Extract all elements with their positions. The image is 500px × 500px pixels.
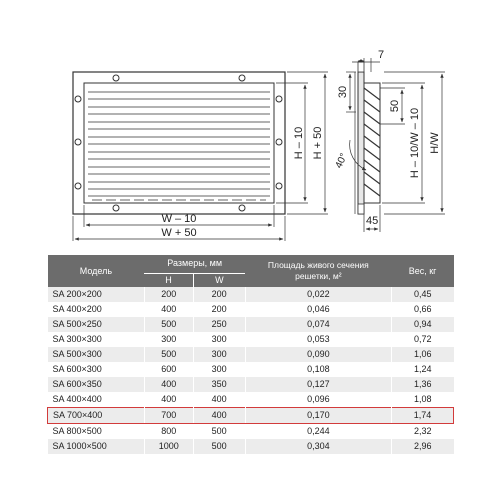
cell-area: 0,090 [245, 347, 392, 362]
cell-area: 0,244 [245, 424, 392, 440]
cell-area: 0,022 [245, 287, 392, 302]
dim-hw-label: H/W [429, 132, 441, 154]
cell-weight: 1,36 [392, 377, 454, 392]
side-flange [358, 72, 364, 214]
cell-h: 200 [144, 287, 193, 302]
spec-table-header [48, 255, 454, 287]
cell-model: SA 200×200 [48, 287, 145, 302]
table-row [48, 317, 454, 332]
cell-h: 400 [144, 377, 193, 392]
dim-50-label: 50 [389, 99, 401, 113]
cell-w: 500 [193, 439, 245, 454]
cell-w: 250 [193, 317, 245, 332]
dim-45-label: 45 [366, 215, 379, 227]
cell-model: SA 500×300 [48, 347, 145, 362]
table-row [48, 439, 454, 454]
cell-w: 200 [193, 302, 245, 317]
cell-w: 400 [193, 408, 245, 424]
cell-model: SA 700×400 [48, 408, 145, 424]
table-row [48, 362, 454, 377]
dim-angle-label: 40° [333, 151, 350, 171]
cell-w: 200 [193, 287, 245, 302]
cell-w: 500 [193, 424, 245, 440]
cell-model: SA 600×300 [48, 362, 145, 377]
cell-w: 350 [193, 377, 245, 392]
header-sizes: Размеры, мм [144, 255, 245, 273]
cell-h: 400 [144, 302, 193, 317]
cell-weight: 1,24 [392, 362, 454, 377]
cell-w: 300 [193, 362, 245, 377]
cell-model: SA 600×350 [48, 377, 145, 392]
cell-model: SA 1000×500 [48, 439, 145, 454]
cell-weight: 0,66 [392, 302, 454, 317]
cell-weight: 1,08 [392, 392, 454, 408]
cell-h: 500 [144, 347, 193, 362]
dim-h-minus-label: H – 10 [293, 126, 305, 160]
table-row [48, 408, 454, 424]
table-row [48, 424, 454, 440]
cell-weight: 2,96 [392, 439, 454, 454]
cell-model: SA 500×250 [48, 317, 145, 332]
cell-h: 300 [144, 332, 193, 347]
cell-w: 300 [193, 332, 245, 347]
cell-weight: 0,45 [392, 287, 454, 302]
cell-model: SA 800×500 [48, 424, 145, 440]
cell-area: 0,074 [245, 317, 392, 332]
outer-frame [73, 72, 285, 214]
dim-w-plus-label: W + 50 [161, 227, 197, 239]
table-row [48, 287, 454, 302]
cell-area: 0,096 [245, 392, 392, 408]
cell-h: 700 [144, 408, 193, 424]
table-row [48, 332, 454, 347]
side-view [355, 62, 380, 214]
cell-h: 400 [144, 392, 193, 408]
cell-area: 0,053 [245, 332, 392, 347]
cell-model: SA 300×300 [48, 332, 145, 347]
cell-weight: 0,94 [392, 317, 454, 332]
cell-area: 0,046 [245, 302, 392, 317]
header-model: Модель [48, 255, 145, 287]
dim-hw-minus-label: H – 10/W – 10 [409, 107, 421, 179]
table-row [48, 377, 454, 392]
cell-area: 0,304 [245, 439, 392, 454]
cell-w: 300 [193, 347, 245, 362]
dim-h-plus-label: H + 50 [312, 126, 324, 160]
table-row [48, 347, 454, 362]
table-row [48, 392, 454, 408]
cell-h: 500 [144, 317, 193, 332]
front-view [73, 72, 285, 214]
cell-area: 0,108 [245, 362, 392, 377]
spec-table [47, 255, 454, 454]
table-row [48, 302, 454, 317]
dim-w-minus-label: W – 10 [161, 213, 197, 225]
header-weight: Вес, кг [392, 255, 454, 287]
cell-h: 800 [144, 424, 193, 440]
cell-h: 1000 [144, 439, 193, 454]
cell-h: 600 [144, 362, 193, 377]
cell-weight: 2,32 [392, 424, 454, 440]
dim-7-label: 7 [378, 49, 385, 61]
header-area [245, 255, 392, 287]
header-w: W [193, 273, 245, 287]
spec-table-body [48, 287, 454, 454]
cell-weight: 1,06 [392, 347, 454, 362]
cell-model: SA 400×200 [48, 302, 145, 317]
cell-area: 0,170 [245, 408, 392, 424]
header-h: H [144, 273, 193, 287]
cell-model: SA 400×400 [48, 392, 145, 408]
cell-weight: 1,74 [392, 408, 454, 424]
cell-w: 400 [193, 392, 245, 408]
cell-weight: 0,72 [392, 332, 454, 347]
dim-30-label: 30 [337, 85, 349, 99]
header-area-line1: Площадь живого сечения [267, 260, 369, 270]
cell-area: 0,127 [245, 377, 392, 392]
header-area-line2: решетки, м² [295, 271, 342, 281]
